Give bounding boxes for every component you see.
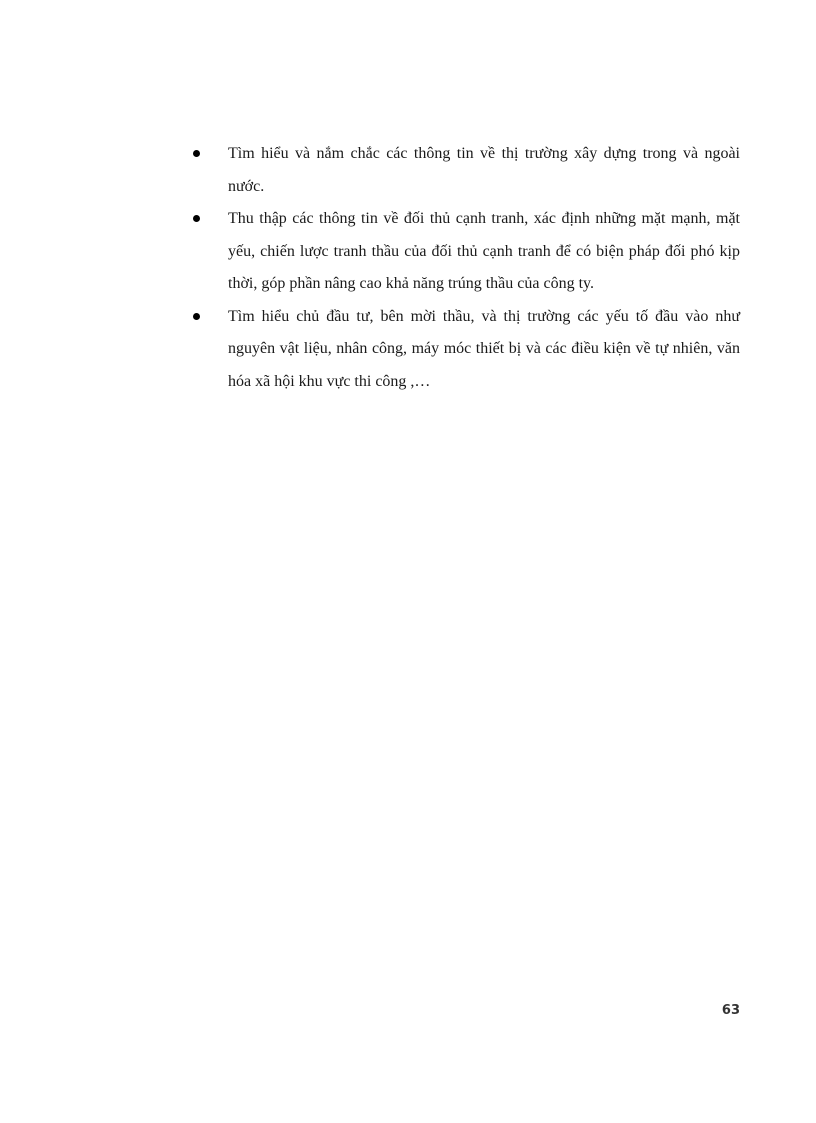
bullet-icon bbox=[193, 313, 200, 320]
list-item bbox=[188, 138, 740, 203]
bullet-text: Tìm hiểu và nắm chắc các thông tin về thị trường xây dựng trong và ngoài nước. bbox=[228, 145, 740, 195]
bullet-icon bbox=[193, 215, 200, 222]
bullet-text: Thu thập các thông tin về đối thủ cạnh tranh, xác định những mặt mạnh, mặt yếu, chiến lược tranh thầu của đối thủ cạnh tranh để có biện pháp đối phó kịp thời, góp phần nâng cao khả năng trúng thầu của công ty. bbox=[228, 210, 740, 292]
bullet-text: Tìm hiểu chủ đầu tư, bên mời thầu, và thị trường các yếu tố đầu vào như nguyên vật liệu, nhân công, máy móc thiết bị và các điều kiện về tự nhiên, văn hóa xã hội khu vực thi công ,… bbox=[228, 307, 740, 390]
page-number: 63 bbox=[721, 1003, 740, 1018]
bullet-icon bbox=[193, 150, 200, 157]
list-item bbox=[188, 301, 740, 399]
bullet-list bbox=[188, 138, 740, 398]
list-item bbox=[188, 203, 740, 301]
